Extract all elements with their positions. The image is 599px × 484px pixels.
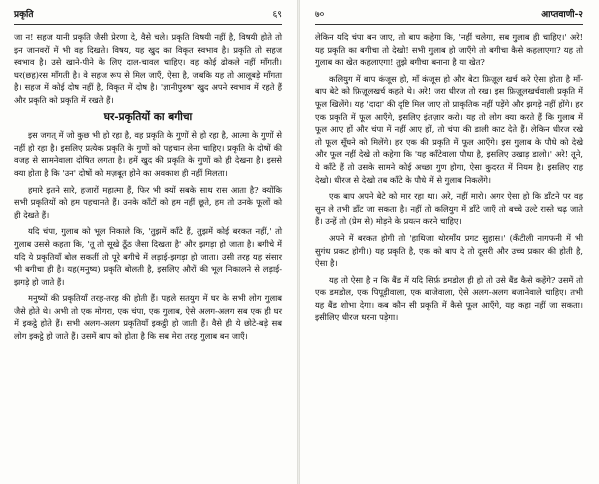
book-gutter	[297, 0, 300, 484]
right-paragraph-2: कलियुग में बाप कंजूस हो, माँ कंजूस हो और बेटा फ़िज़ूल खर्च करे ऐसा होता है माँ-बाप बेटे को फ़िज़ूलखर्च कहते थे। अरे! जरा धीरज तो रख। इस फ़िज़ूलखर्चवाली प्रकृति में फूल खिलेंगे। यह 'दादा' की दृष्टि मिल जाए तो प्राकृतिक नहीं पड़ेंगे और झगड़े नहीं होंगे। हर एक प्रकृति में फूल आएँगे, इसलिए इंतज़ार करो। यह तो लोग क्या करते हैं कि गुलाब में फूल आए हों और चंपा में नहीं आए हों, तो चंपा की डाली काट देते हैं। लेकिन धीरज रखे तो फूल सूँघने को मिलेंगे। हर एक की प्रकृति में फूल आएँगे। इस गुलाब के पौधे को देखे और फूल नहीं देखे तो कहेगा कि 'यह काँटेवाला पौधा है, इसलिए उखाड़ डालो।' अरे! तूने, ये काँटे हैं तो उसके सामने कोई अच्छा गुण होगा, ऐसा कुदरत में नियम है। इसलिए राह देखो। धीरज से देखो तब काँटे के पौधे में से गुलाब निकलेंगे।	[315, 73, 583, 185]
right-paragraph-1: लेकिन यदि चंपा बन जाए, तो बाप कहेगा कि, 'नहीं चलेगा, सब गुलाब ही चाहिए।' अरे! यह प्रकृति का बगीचा तो देखो! सभी गुलाब हो जाएँगे तो बगीचा कैसे कहलाएगा? यह तो गुलाब का खेत कहलाएगा! तुझे बगीचा बनाना है या खेत?	[315, 32, 583, 68]
right-page-number: ७०	[315, 10, 325, 21]
right-paragraph-3: एक बाप अपने बेटे को मार रहा था। अरे, नहीं मारो। अगर ऐसा हो कि डाँटने पर वह सुन ले तभी डाँट जा सकता है। नहीं तो कलियुग में डाँटे जाएँ तो बच्चे उल्टे रास्ते चढ़ जाते हैं। उन्हें तो (प्रेम से) मोड़ने के प्रयत्न करने चाहिए।	[315, 191, 583, 227]
section-paragraph-1: इस जगत् में जो कुछ भी हो रहा है, वह प्रकृति के गुणों से हो रहा है, आत्मा के गुणों से नहीं हो रहा है। इसलिए प्रत्येक प्रकृति के गुणों को पहचान लेना चाहिए। प्रकृति के दोषों की वजह से सामनेवाला दोषित लगता है। हमें खुद की प्रकृति के गुणों को ही देखना है। इससे क्या होता है कि 'उन' दोषों को मज़बूत होने का अवकाश ही नहीं मिलता।	[14, 130, 282, 178]
left-page-number: ६९	[272, 10, 282, 21]
left-paragraph-1: जा न! सहज यानी प्रकृति जैसी प्रेरणा दे, वैसे चले। प्रकृति विषयी नहीं है, विषयी होते तो इन जानवरों में भी वह दिखते। विषय, यह खुद का विकृत स्वभाव है। प्रकृति तो सहज स्वभाव है। उसे खाने-पीने के लिए दाल-चावल चाहिए। वह कोई ढोकले नहीं माँगती। घर(छह)रस माँगती है। वे सहज रूप से मिल जाएँ, ऐसा है, जबकि यह तो आलूबड़े माँगता है। सहज में कोई दोष नहीं है, विकृत में दोष है। 'ज्ञानीपुरुष' खुद अपने स्वभाव में रहते हैं और प्रकृति को प्रकृति में रखते हैं।	[14, 32, 282, 105]
right-page	[315, 8, 583, 478]
section-title: घर-प्रकृतियों का बगीचा	[103, 110, 193, 123]
section-paragraph-3: यदि चंपा, गुलाब को भूल निकाले कि, 'तुझमें काँटे हैं, तुझमें कोई बरकत नहीं,' तो गुलाब उससे कहता कि, 'तू तो सूखे ठूँठ जैसा दिखता है' और झगड़ा हो जाता है। बगीचे में यदि ये प्रकृतियाँ बोल सकतीं तो पूरे बगीचे में लड़ाई-झगड़ा हो जाता। उसी तरह यह संसार भी बगीचा ही है। यह(मनुष्य) प्रकृति बोलती है, इसलिए औरों की भूल निकालने से लड़ाई-झगड़े हो जाते हैं।	[14, 226, 282, 287]
section-paragraph-4: मनुष्यों की प्रकृतियाँ तरह-तरह की होती हैं। पहले सतयुग में घर के सभी लोग गुलाब जैसे होते थे। अभी तो एक मोगरा, एक चंपा, एक गुलाब, ऐसे अलग-अलग सब एक ही घर में इकट्ठे होते हैं। सभी अलग-अलग प्रकृतियाँ इकट्ठी हो जाती हैं। वैसे ही ये छोटे-बड़े सब लोग इकट्ठे हो जाते हैं। उसमें बाप को होता है कि सब मेरा तरह गुलाब बन जाएँ।	[14, 293, 282, 342]
right-header-title: आप्तवाणी-२	[541, 10, 583, 21]
right-paragraph-4: अपने में बरकत होगी तो 'हाथिजा थोरमाँय प्रगट सुहास।' (कँटीली नागफनी में भी सुगंध प्रकट होगी।) यह प्रकृति है, एक को बाप दे तो दूसरी और उच्च प्रकार की होती है, ऐसा है।	[315, 232, 583, 269]
section-paragraph-2: हमारे इतने सारे, हजारों महात्मा हैं, फिर भी क्यों सबके साथ रास आता है? क्योंकि सभी प्रकृतियों को हम पहचानते हैं। उनके काँटों को हम नहीं छूते, हम तो उनके फूलों को ही देखते हैं।	[14, 184, 282, 220]
right-page-header	[315, 8, 583, 25]
left-page	[14, 8, 282, 478]
right-paragraph-5: यह तो ऐसा है न कि बैंड में यदि सिर्फ़ डमडोल ही हो तो उसे बैंड कैसे कहेंगे? उसमें तो एक डमडोल, एक पिपूड़ीवाला, एक बाजेवाला, ऐसे अलग-अलग बजानेवाले चाहिए। तभी यह बैंड शोभा देगा। कब कौन सी प्रकृति में कैसे फूल आएँगे, यह कहा नहीं जा सकता। इसीलिए धीरज धरना पड़ेगा।	[315, 274, 583, 323]
left-page-header	[14, 8, 282, 25]
left-header-title: प्रकृति	[14, 10, 34, 21]
